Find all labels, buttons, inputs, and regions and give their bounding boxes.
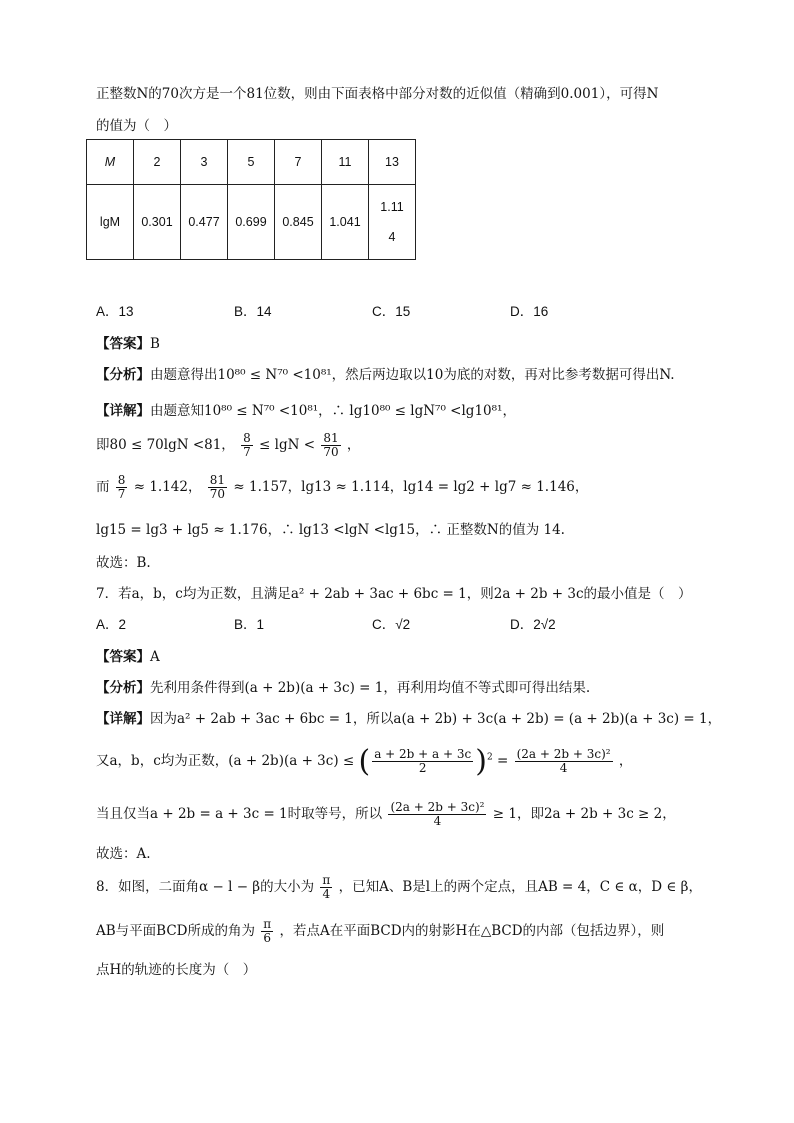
- q8-stem-line1: [96, 874, 702, 901]
- fraction: [321, 432, 340, 459]
- detail-text: ≈ 1.142，: [133, 479, 202, 495]
- table-cell: M: [87, 140, 134, 185]
- q8-stem-line2: [96, 918, 664, 945]
- option-b: B．14: [234, 304, 272, 319]
- fraction-num: 81: [209, 473, 226, 487]
- q6-conclusion: 故选：B.: [96, 555, 151, 571]
- q6-detail-line1: [96, 399, 516, 419]
- option-a: A．13: [96, 304, 134, 319]
- fraction-den: 2: [418, 761, 427, 775]
- option-d: D．2√2: [510, 617, 556, 632]
- fraction: [116, 474, 128, 501]
- q7-stem: 7．若a，b，c均为正数，且满足a² + 2ab + 3ac + 6bc = 1，则2a + 2b + 3c的最小值是（ ）: [96, 586, 692, 602]
- detail-text: ，: [346, 437, 361, 453]
- log-table: [86, 139, 416, 260]
- fraction: [388, 801, 486, 828]
- paren: (: [358, 744, 371, 779]
- answer-value: B: [150, 336, 160, 352]
- q6-stem-line1: 正整数N的70次方是一个81位数，则由下面表格中部分对数的近似值（精确到0.001），可得N: [96, 86, 659, 102]
- table-cell: 7: [275, 140, 322, 185]
- table-cell: lgM: [87, 185, 134, 260]
- fraction-num: π: [263, 917, 272, 931]
- q6-detail-line4: lg15 = lg3 + lg5 ≈ 1.176，∴ lg13 <lgN <lg15，∴ 正整数N的值为 14.: [96, 522, 565, 538]
- stem-text: 8．如图，二面角α − l − β的大小为: [96, 879, 315, 895]
- exponent: 2: [486, 752, 493, 763]
- table-cell: 0.699: [228, 185, 275, 260]
- stem-text: ，若点A在平面BCD内的射影H在△BCD的内部（包括边界），则: [279, 923, 665, 939]
- option-c: C．√2: [372, 617, 411, 632]
- table-cell: 0.845: [275, 185, 322, 260]
- stem-text: AB与平面BCD所成的角为: [96, 923, 255, 939]
- detail-text: ≥ 1，即2a + 2b + 3c ≥ 2，: [492, 806, 676, 822]
- fraction-num: (2a + 2b + 3c)²: [390, 800, 485, 814]
- detail-text: 又a，b，c均为正数，(a + 2b)(a + 3c) ≤: [96, 753, 355, 769]
- fraction: [515, 748, 613, 775]
- detail-text: ≤ lgN <: [259, 437, 316, 453]
- table-cell-part: 1.11: [380, 200, 404, 214]
- detail-text: 当且仅当a + 2b = a + 3c = 1时取等号，所以: [96, 806, 383, 822]
- q6-detail-line3: [96, 474, 588, 501]
- q6-answer: [96, 332, 160, 352]
- detail-text: 因为a² + 2ab + 3ac + 6bc = 1，所以a(a + 2b) + 3c(a + 2b) = (a + 2b)(a + 3c) = 1，: [150, 711, 722, 727]
- q6-detail-line2: [96, 432, 360, 459]
- detail-text: 而: [96, 479, 110, 495]
- q6-analysis: [96, 363, 675, 383]
- detail-text: 由题意知10⁸⁰ ≤ N⁷⁰ <10⁸¹，∴ lg10⁸⁰ ≤ lgN⁷⁰ <lg10⁸¹，: [150, 403, 516, 419]
- table-cell: 11: [322, 140, 369, 185]
- q7-detail-line1: [96, 707, 721, 727]
- table-cell: 5: [228, 140, 275, 185]
- stem-text: ，已知A、B是l上的两个定点，且AB = 4，C ∈ α，D ∈ β，: [338, 879, 702, 895]
- fraction: [208, 474, 227, 501]
- fraction-den: 4: [322, 887, 331, 901]
- fraction-num: 8: [243, 431, 251, 445]
- fraction-den: 70: [323, 445, 339, 459]
- detail-tag: 【详解】: [96, 711, 150, 727]
- table-cell: 3: [181, 140, 228, 185]
- detail-text: 即80 ≤ 70lgN <81，: [96, 437, 235, 453]
- fraction-den: 70: [209, 487, 226, 501]
- option-b: B．1: [234, 617, 265, 632]
- q8-stem-line3: 点H的轨迹的长度为（ ）: [96, 962, 257, 978]
- detail-tag: 【详解】: [96, 403, 150, 419]
- q7-conclusion: 故选：A.: [96, 846, 151, 862]
- fraction: [372, 748, 473, 775]
- fraction-num: (2a + 2b + 3c)²: [516, 747, 611, 761]
- fraction-den: 4: [433, 814, 442, 828]
- fraction: [261, 918, 273, 945]
- paren: ): [475, 744, 487, 779]
- fraction-den: 7: [117, 487, 126, 501]
- q7-analysis: [96, 676, 590, 696]
- q7-detail-line3: [96, 801, 676, 828]
- option-c: C．15: [372, 304, 411, 319]
- fraction: [241, 432, 253, 459]
- detail-text: =: [496, 753, 509, 769]
- fraction-num: 8: [117, 473, 126, 487]
- table-cell-part: 4: [388, 230, 396, 244]
- analysis-text: 由题意得出10⁸⁰ ≤ N⁷⁰ <10⁸¹，然后两边取以10为底的对数，再对比参考数据可得出N.: [150, 367, 675, 383]
- table-cell: 2: [134, 140, 181, 185]
- table-cell: 1.041: [322, 185, 369, 260]
- detail-text: ≈ 1.157，lg13 ≈ 1.114，lg14 = lg2 + lg7 ≈ 1.146，: [233, 479, 589, 495]
- option-a: A．2: [96, 617, 127, 632]
- q7-answer: [96, 645, 160, 665]
- detail-text: ，: [618, 753, 633, 769]
- analysis-tag: 【分析】: [96, 367, 150, 383]
- fraction-num: π: [322, 873, 331, 887]
- fraction-num: a + 2b + a + 3c: [374, 747, 472, 761]
- table-row: [87, 185, 416, 260]
- fraction: [320, 874, 332, 901]
- table-cell: 13: [369, 140, 416, 185]
- table-cell: 0.301: [134, 185, 181, 260]
- table-cell: [369, 185, 416, 260]
- fraction-num: 81: [323, 431, 339, 445]
- option-d: D．16: [510, 304, 549, 319]
- answer-tag: 【答案】: [96, 336, 150, 352]
- q6-stem-line2: 的值为（ ）: [96, 118, 177, 134]
- table-cell: 0.477: [181, 185, 228, 260]
- fraction-den: 6: [263, 931, 272, 945]
- answer-tag: 【答案】: [96, 649, 150, 665]
- fraction-den: 7: [243, 445, 251, 459]
- q7-detail-line2: [96, 744, 632, 779]
- fraction-den: 4: [559, 761, 568, 775]
- answer-value: A: [150, 649, 160, 665]
- analysis-text: 先利用条件得到(a + 2b)(a + 3c) = 1，再利用均值不等式即可得出结果.: [150, 680, 591, 696]
- analysis-tag: 【分析】: [96, 680, 150, 696]
- table-row: [87, 140, 416, 185]
